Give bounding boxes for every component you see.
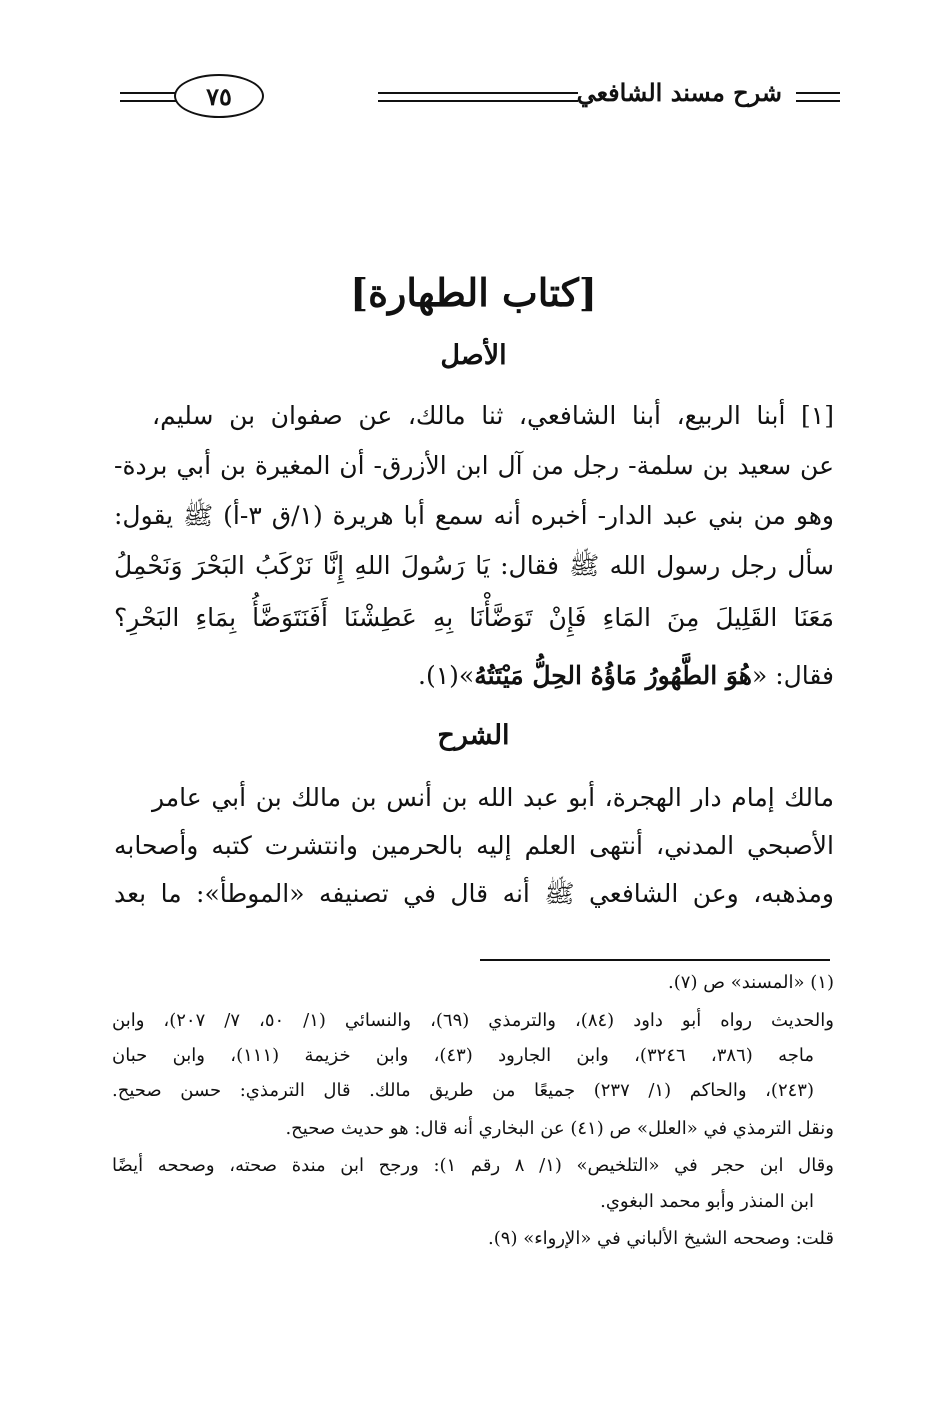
asl-final-line bbox=[152, 656, 834, 696]
sharh-line: الأصبحي المدني، أنتهى العلم إليه بالحرمين وانتشرت كتبه وأصحابه bbox=[114, 831, 834, 860]
running-header bbox=[120, 72, 840, 120]
header-rule bbox=[378, 100, 578, 102]
footnote-line: ابن المنذر وأبو محمد البغوي. bbox=[600, 1191, 814, 1212]
asl-line: [١] أبنا الربيع، أبنا الشافعي، ثنا مالك، عن صفوان بن سليم، bbox=[152, 401, 834, 430]
asl-line: وهو من بني عبد الدار- أخبره أنه سمع أبا هريرة (١/ق ٣-أ) ﷺ يقول: bbox=[114, 501, 834, 530]
asl-line: مَعَنَا القَلِيلَ مِنَ المَاءِ فَإِنْ تَوَضَّأْنَا بِهِ عَطِشْنَا أَفَنَتَوَضَّأُ بِمَاءِ البَحْرِ؟ bbox=[114, 603, 834, 632]
sharh-line: مالك إمام دار الهجرة، أبو عبد الله بن أنس بن مالك بن أبي عامر bbox=[152, 783, 834, 812]
hadith-suffix: »(١). bbox=[418, 661, 475, 690]
asl-line: سأل رجل رسول الله ﷺ فقال: يَا رَسُولَ اللهِ إِنَّا نَرْكَبُ البَحْرَ وَنَحْمِلُ bbox=[114, 551, 834, 580]
sharh-line: ومذهبه، وعن الشافعي ﷺ أنه قال في تصنيفه «الموطأ»: ما بعد bbox=[114, 879, 834, 908]
hadith-quote: هُوَ الطَّهُورُ مَاؤُهُ الحِلُّ مَيْتَتُهُ bbox=[474, 661, 752, 690]
hadith-prefix: فقال: « bbox=[751, 661, 834, 690]
header-rule bbox=[378, 92, 578, 94]
section-heading-sharh: الشرح bbox=[437, 720, 510, 751]
footnote-line: (١) «المسند» ص (٧). bbox=[668, 972, 834, 993]
footnote-line: (٢٤٣)، والحاكم (١/ ٢٣٧) جميعًا من طريق مالك. قال الترمذي: حسن صحيح. bbox=[112, 1080, 814, 1101]
footnote-line: ماجه (٣٨٦، ٣٢٤٦)، وابن الجارود (٤٣)، وابن خزيمة (١١١)، وابن حبان bbox=[112, 1045, 814, 1066]
footnote-separator bbox=[480, 959, 830, 961]
header-rule bbox=[796, 92, 840, 94]
footnote-line: والحديث رواه أبو داود (٨٤)، والترمذي (٦٩)، والنسائي (١/ ٥٠، ٧/ ٢٠٧)، وابن bbox=[112, 1010, 834, 1031]
book-heading: [كتاب الطهارة] bbox=[350, 270, 597, 315]
footnote-line: ونقل الترمذي في «العلل» ص (٤١) عن البخاري أنه قال: هو حديث صحيح. bbox=[285, 1118, 834, 1139]
running-header-title: شرح مسند الشافعي bbox=[576, 78, 782, 107]
footnote-line: قلت: وصححه الشيخ الألباني في «الإرواء» (٩). bbox=[488, 1228, 834, 1249]
page-number: ٧٥ bbox=[174, 74, 264, 118]
header-rule bbox=[796, 100, 840, 102]
asl-line: عن سعيد بن سلمة- رجل من آل ابن الأزرق- أن المغيرة بن أبي بردة- bbox=[114, 451, 834, 480]
section-heading-asl: الأصل bbox=[440, 340, 507, 371]
header-rule bbox=[120, 92, 180, 94]
footnote-line: وقال ابن حجر في «التلخيص» (١/ ٨ رقم ١): ورجح ابن مندة صحته، وصححه أيضًا bbox=[112, 1155, 834, 1176]
header-rule bbox=[120, 100, 180, 102]
